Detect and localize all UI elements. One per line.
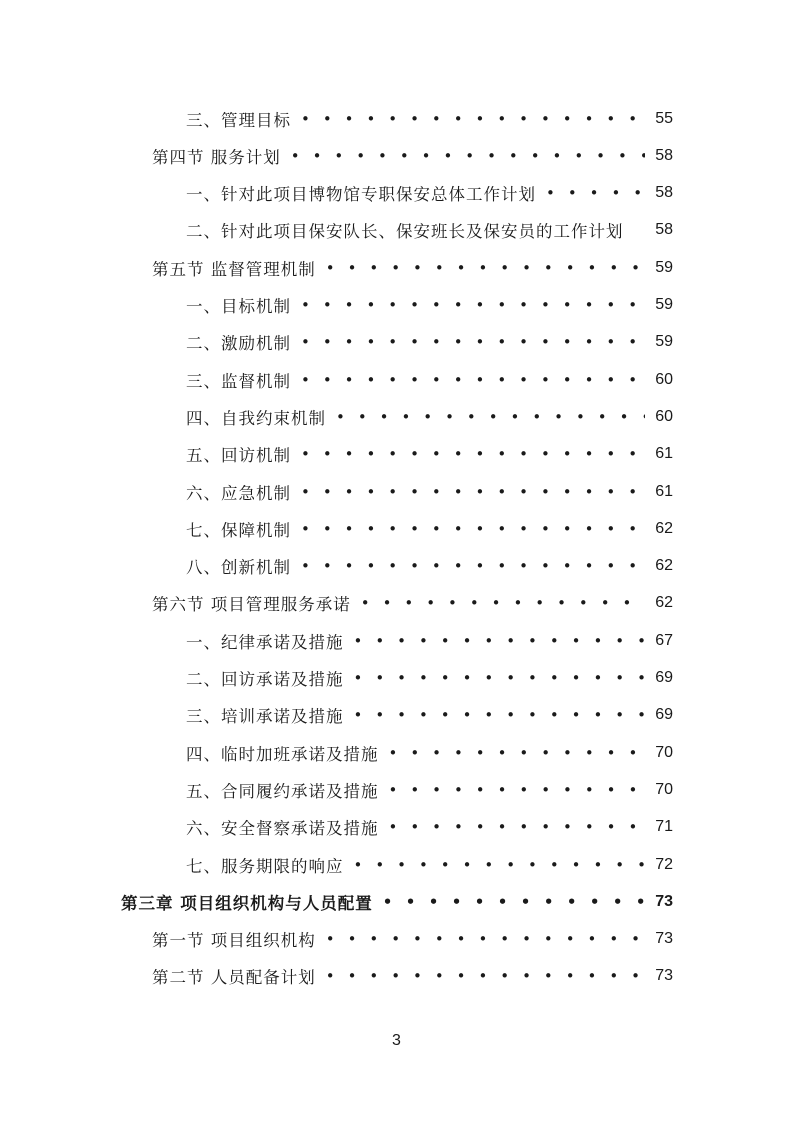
toc-entry-page: 69 (655, 706, 673, 724)
page-number: 3 (392, 1032, 401, 1049)
toc-entry-title: 六、应急机制 (186, 483, 291, 503)
toc-entry[interactable] (186, 809, 673, 846)
toc-entry[interactable] (186, 846, 673, 883)
toc-entry-page: 69 (655, 669, 673, 686)
dot-leader (389, 780, 646, 800)
toc-entry-title: 第六节 项目管理服务承诺 (152, 595, 351, 615)
toc-entry[interactable] (121, 883, 673, 920)
dot-leader (326, 929, 645, 949)
toc-entry[interactable] (152, 585, 673, 622)
toc-entry[interactable] (186, 398, 673, 435)
toc-entry[interactable] (186, 324, 673, 361)
dot-leader (389, 817, 646, 837)
dot-leader (389, 743, 646, 763)
toc-entry-title: 一、针对此项目博物馆专职保安总体工作计划 (186, 185, 536, 205)
dot-leader (301, 370, 645, 390)
toc-entry-title: 第一节 项目组织机构 (152, 931, 316, 951)
toc-entry[interactable] (186, 361, 673, 398)
dot-leader (354, 705, 646, 725)
toc-entry[interactable] (186, 622, 673, 659)
dot-leader (301, 332, 645, 352)
toc-entry[interactable] (152, 921, 673, 958)
toc-entry-page: 59 (655, 296, 673, 313)
toc-entry-title: 第五节 监督管理机制 (152, 259, 316, 279)
toc-entry[interactable] (152, 249, 673, 286)
dot-leader (354, 631, 646, 651)
toc-entry-page: 62 (655, 594, 673, 612)
toc-entry-title: 七、服务期限的响应 (186, 856, 344, 876)
toc-entry-page: 70 (655, 780, 673, 798)
toc-entry-page: 72 (655, 855, 673, 873)
toc-entry-title: 四、自我约束机制 (186, 408, 326, 428)
toc-entry-page: 73 (655, 892, 673, 910)
dot-leader (326, 966, 645, 986)
toc-entry-title: 第四节 服务计划 (152, 147, 281, 167)
toc-entry-title: 二、针对此项目保安队长、保安班长及保安员的工作计划 (186, 222, 624, 242)
dot-leader (624, 220, 652, 240)
toc-entry-page: 73 (655, 967, 673, 985)
toc-entry-page: 58 (655, 221, 673, 239)
dot-leader (301, 295, 645, 315)
toc-entry[interactable] (186, 548, 673, 585)
dot-leader (546, 183, 645, 203)
dot-leader (301, 519, 645, 539)
toc-entry-title: 三、培训承诺及措施 (186, 707, 344, 727)
toc-entry-page: 55 (655, 109, 673, 127)
toc-entry-title: 第三章 项目组织机构与人员配置 (121, 893, 373, 913)
toc-entry-title: 八、创新机制 (186, 558, 291, 578)
toc-entry-title: 第二节 人员配备计划 (152, 968, 316, 988)
dot-leader (336, 407, 645, 427)
dot-leader (291, 146, 645, 166)
toc-entry-page: 59 (655, 258, 673, 276)
dot-leader (354, 668, 646, 688)
toc-entry-page: 73 (655, 930, 673, 948)
dot-leader (301, 109, 645, 129)
toc-entry[interactable] (186, 660, 673, 697)
dot-leader (326, 258, 645, 278)
toc-entry[interactable] (152, 958, 673, 995)
toc-entry[interactable] (186, 473, 673, 510)
dot-leader (301, 444, 645, 464)
toc-entry-title: 一、目标机制 (186, 297, 291, 316)
toc-entry-page: 62 (655, 519, 673, 537)
dot-leader (301, 482, 645, 502)
toc-entry-page: 67 (655, 631, 673, 649)
toc-entry[interactable] (186, 212, 673, 249)
toc-entry-title: 六、安全督察承诺及措施 (186, 819, 379, 839)
dot-leader (354, 855, 646, 875)
toc-entry[interactable] (152, 137, 673, 174)
toc-entry-title: 二、回访承诺及措施 (186, 670, 344, 689)
toc-entry-title: 五、合同履约承诺及措施 (186, 781, 379, 801)
toc-entry[interactable] (186, 734, 673, 771)
toc-entry-title: 二、激励机制 (186, 334, 291, 354)
toc-entry[interactable] (186, 510, 673, 547)
toc-entry-page: 61 (655, 445, 673, 463)
toc-entry-page: 70 (655, 743, 673, 761)
toc-entry[interactable] (186, 175, 673, 212)
toc-entry[interactable] (186, 100, 673, 137)
dot-leader (301, 556, 645, 576)
toc-entry-page: 59 (655, 333, 673, 351)
toc-entry[interactable] (186, 697, 673, 734)
toc-entry-page: 71 (655, 818, 673, 836)
toc-entry[interactable] (186, 771, 673, 808)
toc-entry-title: 一、纪律承诺及措施 (186, 632, 344, 652)
toc-entry-page: 62 (655, 557, 673, 575)
toc-entry-title: 五、回访机制 (186, 446, 291, 466)
toc-entry-title: 七、保障机制 (186, 520, 291, 540)
toc-entry-page: 61 (655, 482, 673, 500)
toc-entry[interactable] (186, 287, 673, 324)
toc-entry-title: 三、监督机制 (186, 371, 291, 391)
toc-entry-page: 58 (655, 146, 673, 164)
toc-entry-page: 58 (655, 184, 673, 202)
toc-entry-page: 60 (655, 407, 673, 425)
toc-entry-title: 四、临时加班承诺及措施 (186, 744, 379, 764)
toc-entry[interactable] (186, 436, 673, 473)
dot-leader (383, 892, 645, 912)
dot-leader (361, 593, 645, 613)
toc-entry-title: 三、管理目标 (186, 110, 291, 130)
toc-entry-page: 60 (655, 370, 673, 388)
